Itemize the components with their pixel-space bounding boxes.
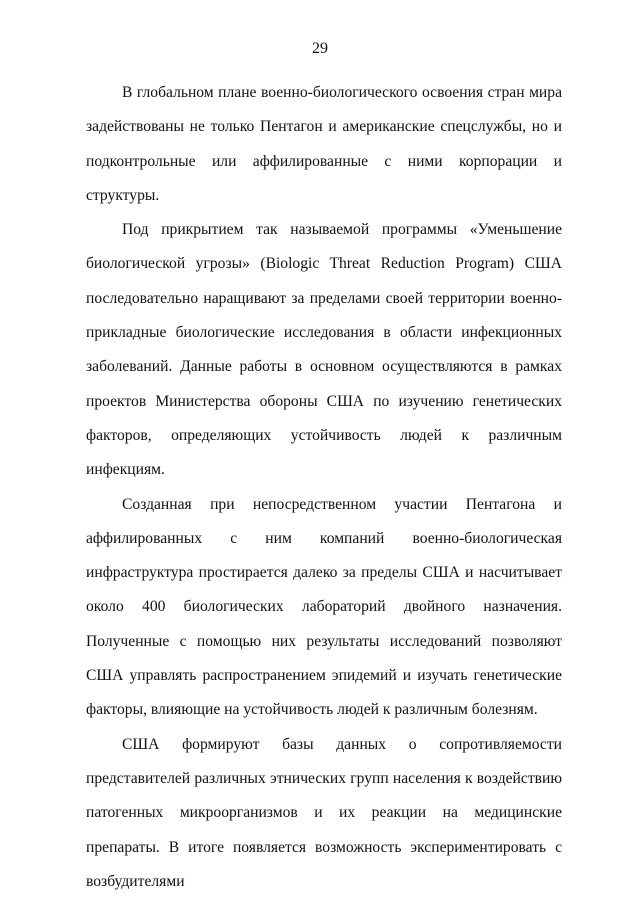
paragraph-4: США формируют базы данных о сопротивляемости представителей различных этнических групп населения к воздействию патогенных микроорганизмов и их реакции на медицинские препараты. В итоге появляется возможность экспериментировать с возбудителями [86,735,562,890]
paragraph-2: Под прикрытием так называемой программы «Уменьшение биологической угрозы» (Biologic Threat Reduction Program) США последовательно наращивают за пределами своей территории военно-прикладные биологические исследования в области инфекционных заболеваний. Данные работы в основном осуществляются в рамках проектов Министерства обороны США по изучению генетических факторов, определяющих устойчивость людей к различным инфекциям. [86,221,562,479]
body-text [86,76,562,899]
paragraph-3: Созданная при непосредственном участии Пентагона и аффилированных с ним компаний военно-биологическая инфраструктура простирается далеко за пределы США и насчитывает около 400 биологических лабораторий двойного назначения. Полученные с помощью них результаты исследований позволяют США управлять распространением эпидемий и изучать генетические факторы, влияющие на устойчивость людей к различным болезням. [86,495,562,719]
page-number: 29 [312,40,328,57]
paragraph-1: В глобальном плане военно-биологического освоения стран мира задействованы не только Пентагон и американские спецслужбы, но и подконтрольные или аффилированные с ними корпорации и структуры. [86,84,562,204]
